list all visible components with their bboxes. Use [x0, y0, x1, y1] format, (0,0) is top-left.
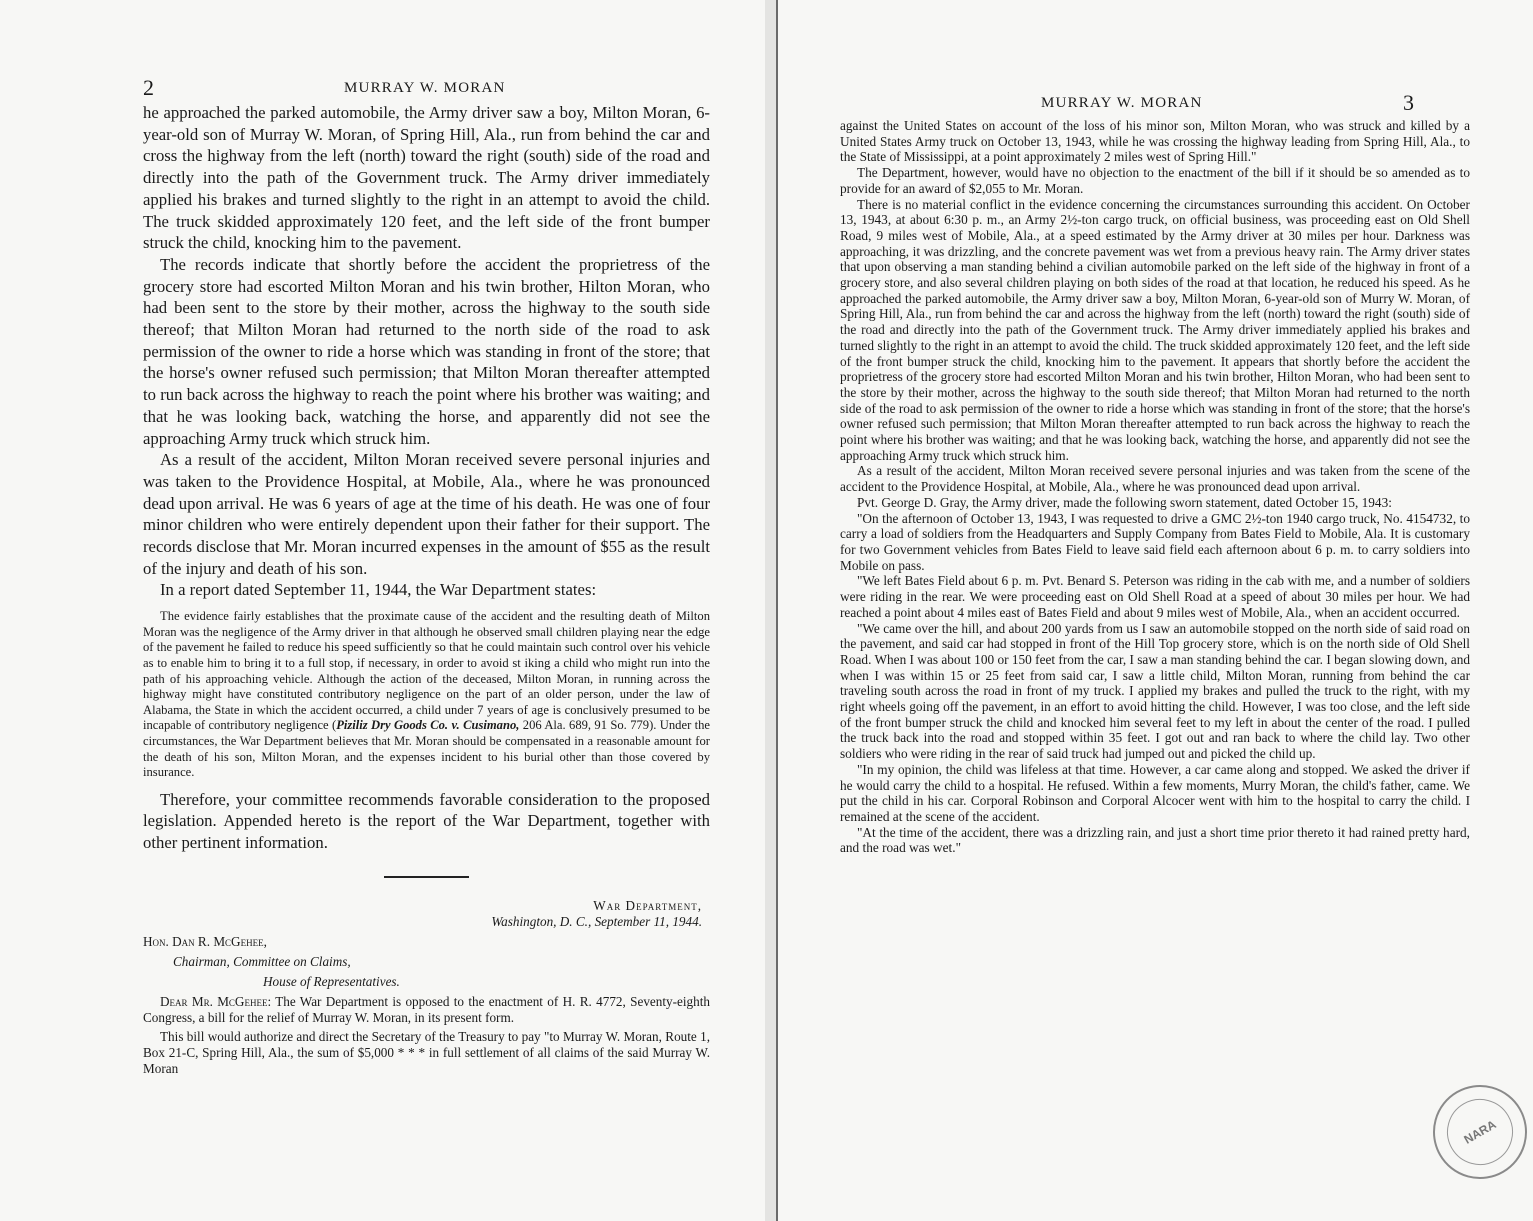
stamp-center: NARA: [1435, 1087, 1525, 1177]
left-page: [0, 0, 765, 1221]
running-head: MURRAY W. MORAN: [1041, 95, 1203, 111]
statement-paragraph: "In my opinion, the child was lifeless at that time. However, a car came along and stopped. We asked the driver if he would carry the child to a hospital. He refused. Within a few moments, Murry Moran, the child's father, came. We put the child in his car. Corporal Robinson and Corporal Alcocer went with him to the hospital to carry the child. I remained at the scene of the accident.: [840, 761, 1470, 824]
case-citation: Piziliz Dry Goods Co. v. Cusimano,: [336, 718, 520, 733]
addressee-name: Hon. Dan R. McGehee,: [143, 933, 267, 949]
addressee-title: Chairman, Committee on Claims,: [173, 953, 351, 969]
running-head: MURRAY W. MORAN: [344, 80, 506, 96]
quote-text: The evidence fairly establishes that the proximate cause of the accident and the resulting death of Milton Moran was the negligence of the Army driver in that although he observed small children playing near the edge of the pavement he failed to reduce his speed sufficiently so that he could maintain such control over his vehicle as to enable him to bring it to a full stop, if necessary, in order to avoid st iking a child who might run into the path of his approaching vehicle. Although the action of the deceased, Milton Moran, in running across the highway might have constituted contributory negligence on the part of an older person, under the law of Alabama, the State in which the accident occurred, a child under 7 years of age is conclusively presumed to be incapable of contributory negligence (: [143, 609, 710, 733]
right-page: [778, 0, 1533, 1221]
left-page-body: [143, 102, 710, 1077]
archive-stamp-icon: [1416, 1068, 1533, 1196]
quote-text: 206 Ala. 689, 91 So. 779). Under the circumstances, the War Department believes that Mr. Moran should be compensated in a reasonable amount for the death of his son, Milton Moran, and the expenses incident to his burial other than those covered by insurance.: [143, 718, 711, 780]
letter-dateline: Washington, D. C., September 11, 1944.: [491, 913, 702, 929]
page-number: 2: [143, 75, 154, 100]
addressee-house: House of Representatives.: [263, 973, 400, 989]
body-paragraph: As a result of the accident, Milton Moran received severe personal injuries and was taken from the scene of the accident to the Providence Hospital, at Mobile, Ala., where he was pronounced dead upon arrival.: [840, 463, 1470, 495]
right-page-body: [840, 118, 1470, 856]
page-number: 3: [1403, 90, 1414, 115]
body-paragraph: As a result of the accident, Milton Moran received severe personal injuries and was taken to the Providence Hospital, at Mobile, Ala., where he was pronounced dead upon arrival. He was 6 years of age at the time of his death. He was one of four minor children who were entirely dependent upon their father for their support. The records disclose that Mr. Moran incurred expenses in the amount of $55 as the result of the injury and death of his son.: [143, 450, 710, 578]
section-divider: [384, 876, 469, 878]
conclusion-paragraph: Therefore, your committee recommends favorable consideration to the proposed legislation. Appended hereto is the report of the War Department, together with other pertinent information.: [143, 789, 710, 853]
continuation-paragraph: against the United States on account of the loss of his minor son, Milton Moran, who was struck and killed by a United States Army truck on October 13, 1943, while he was crossing the highway leading from Spring Hill, Ala., to the State of Mississippi, at a point approximately 2 miles west of Spring Hill.": [840, 118, 1470, 165]
letter-paragraph: This bill would authorize and direct the Secretary of the Treasury to pay "to Murray W. Moran, Route 1, Box 21-C, Spring Hill, Ala., the sum of $5,000 * * * in full settlement of all claims of the said Murray W. Moran: [143, 1029, 710, 1076]
letter-paragraph: Dear Mr. McGehee: The War Department is opposed to the enactment of H. R. 4772, Seventy-eighth Congress, a bill for the relief of Murray W. Moran, in its present form.: [143, 993, 710, 1025]
body-paragraph: The Department, however, would have no objection to the enactment of the bill if it should be so amended as to provide for an award of $2,055 to Mr. Moran.: [840, 165, 1470, 196]
body-paragraph: Pvt. George D. Gray, the Army driver, made the following sworn statement, dated October 15, 1943:: [857, 494, 1392, 510]
body-paragraph: In a report dated September 11, 1944, the War Department states:: [160, 580, 597, 600]
body-paragraph: There is no material conflict in the evidence concerning the circumstances surrounding this accident. On October 13, 1943, at about 6:30 p. m., an Army 2½-ton cargo truck, on official business, was proceeding east on Old Shell Road, 9 miles west of Mobile, Ala., at a speed estimated by the Army driver at 30 miles per hour. Darkness was approaching, it was drizzling, and the concrete pavement was wet from a previous heavy rain. The Army driver states that upon observing a man standing behind a civilian automobile parked on the left side of the highway in front of a grocery store, and also several children playing on both sides of the road at that location, he reduced his speed. As he approached the parked automobile, the Army driver saw a boy, Milton Moran, 6-year-old son of Murry W. Moran, of Spring Hill, Ala., run from behind the car and across the highway from the left (north) toward the right (south) side of the road and directly into the path of the Government truck. The Army driver immediately applied his brakes and turned slightly to the right in an attempt to avoid the child. The truck skidded approximately 120 feet, and the left side of the front bumper struck the child, knocking him to the pavement. It appears that shortly before the accident the proprietress of the grocery store had escorted Milton Moran and his twin brother, Hilton Moran, who had been sent to the store by their mother, across the highway to the south side thereof; that Milton Moran had returned to the north side of the road to ask permission of the owner to ride a horse which was standing in front of the store; that the horse's owner refused such permission; that Milton Moran thereafter attempted to run back across the highway to reach the point where his brother was waiting; and that he was looking back, watching the horse, and apparently did not see the approaching Army truck which struck him.: [840, 196, 1470, 463]
statement-paragraph: "We left Bates Field about 6 p. m. Pvt. Benard S. Peterson was riding in the cab with me, and a number of soldiers were riding in the rear. We were proceeding east on Old Shell Road at a speed of about 30 miles per hour. We had reached a point about 4 miles east of Bates Field and about 9 miles west of Mobile, Ala., when an accident occurred.: [840, 573, 1470, 620]
statement-paragraph: "We came over the hill, and about 200 yards from us I saw an automobile stopped on the north side of said road on the pavement, and said car had stopped in front of the Hill Top grocery store, which is on the north side of Old Shell Road. When I was about 100 or 150 feet from the car, I saw a man standing behind the car. I began slowing down, and when I was within 15 or 25 feet from said car, I saw a little child, Milton Moran, running from behind the car traveling south across the road in front of my truck. I applied my brakes and pulled the truck to the right, with my right wheels going off the pavement, in an effort to avoid hitting the child. However, I was too close, and the left side of the front bumper struck the child and knocked him several feet to my left in about the center of the road. I pulled the truck back into the road and stopped within 35 feet. I got out and ran back to where the child lay. Two other soldiers who were riding in the rear of said truck had jumped out and picked the child up.: [840, 620, 1470, 762]
statement-paragraph: "On the afternoon of October 13, 1943, I was requested to drive a GMC 2½-ton 1940 cargo truck, No. 4154732, to carry a load of soldiers from the Headquarters and Supply Company from Bates Field to Mobile, Ala. It is customary for two Government vehicles from Bates Field to leave said field each afternoon about 6 p. m. to carry soldiers into Mobile on pass.: [840, 510, 1470, 573]
salutation: Dear Mr. McGehee:: [160, 993, 272, 1009]
statement-paragraph: "At the time of the accident, there was a drizzling rain, and just a short time prior thereto it had rained pretty hard, and the road was wet.": [840, 824, 1470, 856]
body-paragraph: The records indicate that shortly before the accident the proprietress of the grocery store had escorted Milton Moran and his twin brother, Hilton Moran, who had been sent to the store by their mother, across the highway to the south side thereof; that Milton Moran had returned to the north side of the road to ask permission of the owner to ride a horse which was standing in front of the store; that the horse's owner refused such permission; that Milton Moran thereafter attempted to run back across the highway to reach the point where his brother was waiting; and that he was looking back, watching the horse, and apparently did not see the approaching Army truck which struck him.: [143, 254, 710, 448]
block-quote: [143, 609, 710, 781]
letter-heading: War Department,: [593, 897, 702, 913]
body-paragraph: he approached the parked automobile, the Army driver saw a boy, Milton Moran, 6-year-old son of Murray W. Moran, of Spring Hill, Ala., run from behind the car and cross the highway from the left (north) toward the right (south) side of the road and directly into the path of the Government truck. The Army driver immediately applied his brakes and turned slightly to the right in an attempt to avoid the child. The truck skidded approximately 120 feet, and the left side of the front bumper struck the child, knocking him to the pavement.: [143, 103, 710, 253]
